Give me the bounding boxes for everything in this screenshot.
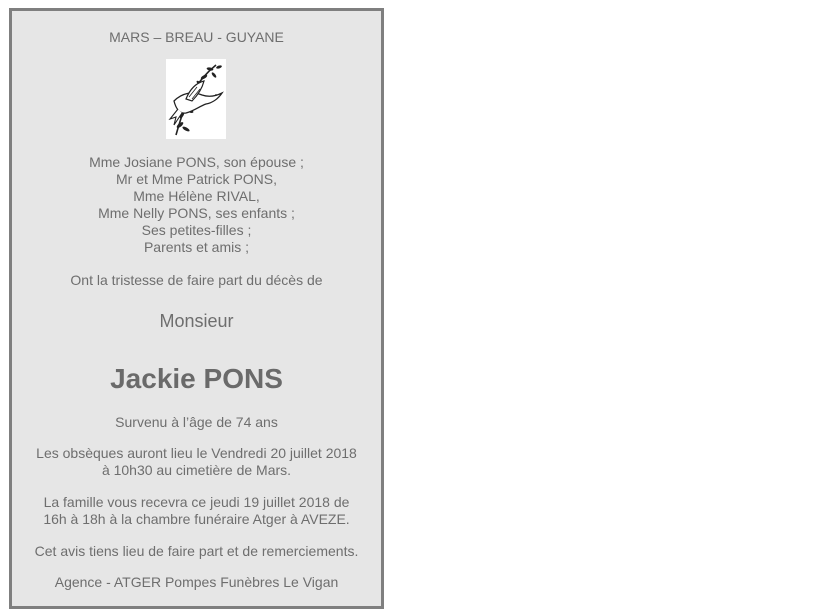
announcement: Ont la tristesse de faire part du décès de xyxy=(70,272,323,288)
family-list xyxy=(12,154,381,256)
deceased-title: Monsieur xyxy=(159,311,234,331)
funeral-line: à 10h30 au cimetière de Mars. xyxy=(101,462,292,478)
visitation-line: La famille vous recevra ce jeudi 19 juillet 2018 de xyxy=(43,494,350,510)
visitation-details xyxy=(12,494,381,528)
family-line: Parents et amis ; xyxy=(143,239,250,255)
closing-statement: Cet avis tiens lieu de faire part et de remerciements. xyxy=(34,543,359,559)
agency-credit: Agence - ATGER Pompes Funèbres Le Vigan xyxy=(54,574,339,590)
family-line: Mme Josiane PONS, son épouse ; xyxy=(89,154,304,170)
obituary-notice xyxy=(9,8,384,609)
family-line: Mme Nelly PONS, ses enfants ; xyxy=(98,205,295,221)
family-line: Mme Hélène RIVAL, xyxy=(133,188,260,204)
visitation-line: 16h à 18h à la chambre funéraire Atger à AVEZE. xyxy=(43,511,350,527)
family-line: Ses petites-filles ; xyxy=(141,222,252,238)
age-statement: Survenu à l’âge de 74 ans xyxy=(115,414,278,430)
funeral-line: Les obsèques auront lieu le Vendredi 20 juillet 2018 xyxy=(36,445,357,461)
dove-with-branch-icon xyxy=(166,59,226,139)
funeral-details xyxy=(12,445,381,479)
deceased-name: Jackie PONS xyxy=(110,363,283,394)
notice-header: MARS – BREAU - GUYANE xyxy=(109,29,284,45)
family-line: Mr et Mme Patrick PONS, xyxy=(115,171,278,187)
